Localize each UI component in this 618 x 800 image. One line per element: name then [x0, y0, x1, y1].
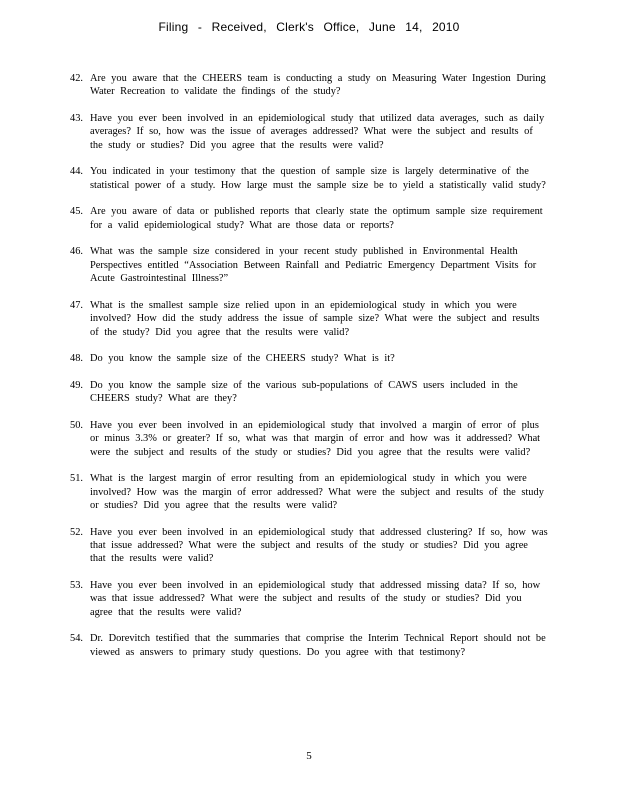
- question-number: 47.: [70, 299, 83, 311]
- question-text: Have you ever been involved in an epidemiological study that utilized data averages, such as daily averages? If so, how was the issue of averages addressed? What were the subject and results of the study or studies? Did you agree that the results were valid?: [90, 113, 545, 151]
- question-item: [70, 72, 548, 99]
- question-text: What is the largest margin of error resulting from an epidemiological study in which you were involved? How was the margin of error addressed? What were the subject and results of the study or studies? Did you agree that the results were valid?: [90, 473, 544, 512]
- question-item: [70, 165, 548, 192]
- question-text: What is the smallest sample size relied upon in an epidemiological study in which you were involved? How did the study address the issue of sample size? What were the subject and results of the study? Did you agree that the results were valid?: [90, 299, 540, 338]
- question-text: You indicated in your testimony that the question of sample size is largely determinative of the statistical power of a study. How large must the sample size be to yield a statistically valid study?: [90, 166, 546, 191]
- question-number: 42.: [70, 73, 83, 84]
- question-text: Are you aware that the CHEERS team is conducting a study on Measuring Water Ingestion During Water Recreation to validate the findings of the study?: [90, 73, 546, 98]
- question-number: 51.: [70, 473, 83, 485]
- question-number: 45.: [70, 206, 83, 218]
- question-number: 49.: [70, 379, 83, 391]
- question-number: 46.: [70, 246, 83, 258]
- question-number: 54.: [70, 633, 83, 645]
- question-item: [70, 112, 548, 152]
- question-text: Dr. Dorevitch testified that the summaries that comprise the Interim Technical Report should not be viewed as answers to primary study questions. Do you agree with that testimony?: [90, 633, 546, 658]
- question-item: [70, 472, 548, 512]
- question-text: Are you aware of data or published reports that clearly state the optimum sample size requirement for a valid epidemiological study? What are those data or reports?: [90, 206, 543, 231]
- question-number: 48.: [70, 353, 83, 365]
- question-item: [70, 299, 548, 339]
- question-text: What was the sample size considered in your recent study published in Environmental Health Perspectives entitled “Association Between Rainfall and Pediatric Emergency Department Visits for Acute Gastrointestinal Illness?”: [90, 246, 537, 285]
- page-number: 5: [306, 750, 312, 762]
- filing-header: Filing - Received, Clerk's Office, June 14, 2010: [158, 20, 460, 34]
- question-number: 52.: [70, 526, 83, 538]
- question-text: Have you ever been involved in an epidemiological study that involved a margin of error of plus or minus 3.3% or greater? If so, what was that margin of error and how was it addressed? What were the subject and results of the study or studies? Did you agree that the results were valid?: [90, 419, 541, 458]
- question-item: [70, 526, 548, 566]
- question-number: 44.: [70, 166, 83, 178]
- question-text: Have you ever been involved in an epidemiological study that addressed clustering? If so, how was that issue addressed? What were the subject and results of the study or studies? Did you agree that the results were valid?: [90, 526, 548, 565]
- question-item: [70, 205, 548, 232]
- question-text: Do you know the sample size of the CHEERS study? What is it?: [90, 353, 395, 365]
- question-item: [70, 379, 548, 406]
- question-list: [70, 72, 548, 672]
- question-text: Have you ever been involved in an epidemiological study that addressed missing data? If so, how was that issue addressed? What were the subject and results of the study or studies? Did you agree that the results were valid?: [90, 580, 541, 618]
- question-number: 53.: [70, 580, 83, 592]
- question-number: 43.: [70, 113, 83, 124]
- question-item: [70, 419, 548, 459]
- question-item: [70, 632, 548, 659]
- question-item: [70, 579, 548, 619]
- question-item: [70, 352, 548, 365]
- question-text: Do you know the sample size of the various sub-populations of CAWS users included in the CHEERS study? What are they?: [90, 379, 518, 405]
- question-number: 50.: [70, 419, 83, 431]
- question-item: [70, 245, 548, 285]
